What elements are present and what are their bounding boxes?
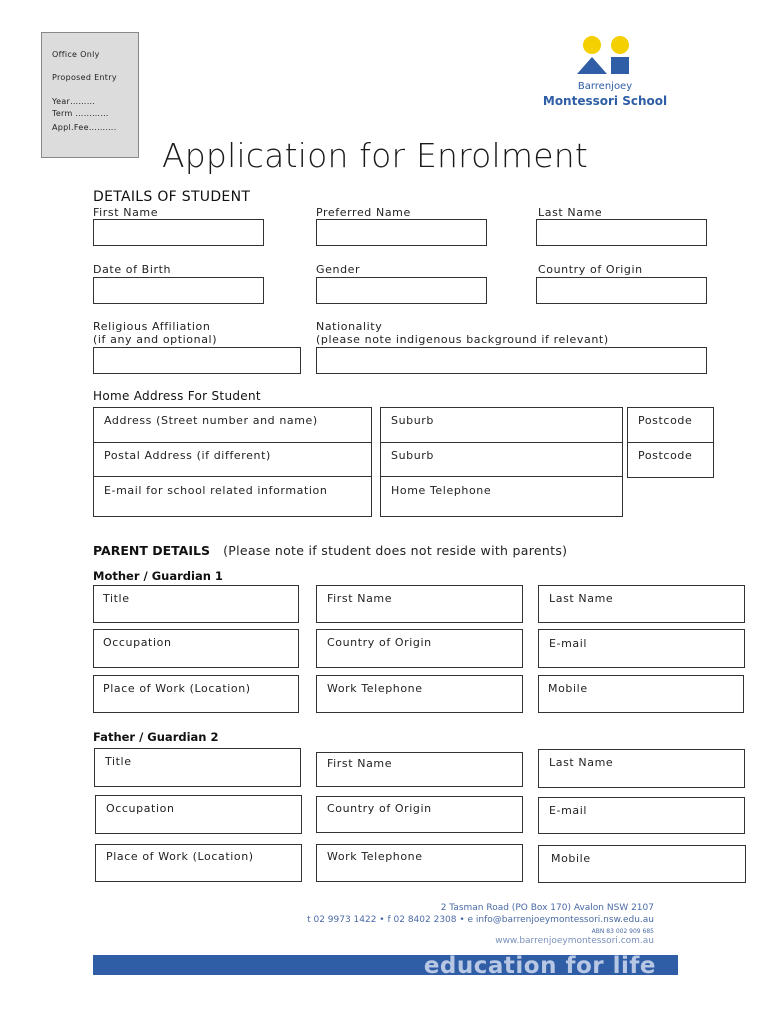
street-address-label: Address (Street number and name) [104,414,318,427]
mother-title-field[interactable] [93,585,299,623]
parent-details-heading [93,540,567,559]
postal-address-label: Postal Address (if different) [104,449,271,462]
mother-last-name-field[interactable] [538,585,745,623]
mother-email-field[interactable] [538,629,745,668]
logo-mark-icon [530,35,680,80]
preferred-name-label: Preferred Name [316,206,411,219]
proposed-entry-label: Proposed Entry [52,73,117,82]
parent-details-title: PARENT DETAILS [93,543,210,558]
father-work-tel-field[interactable] [316,844,523,882]
religion-sublabel: (if any and optional) [93,333,218,346]
postcode-field[interactable] [627,407,714,444]
logo-line1: Barrenjoey [577,81,633,92]
page-title: Application for Enrolment [162,136,589,175]
school-email-field[interactable] [93,476,372,517]
father-title-label: Title [105,755,132,768]
father-country-label: Country of Origin [327,802,432,815]
footer-website: www.barrenjoeymontessori.com.au [495,936,654,946]
mother-first-name-label: First Name [327,592,393,605]
appl-fee-label: Appl.Fee………. [52,123,117,132]
mother-country-field[interactable] [316,629,523,668]
postcode-label: Postcode [638,414,693,427]
father-occupation-label: Occupation [106,802,175,815]
father-workplace-label: Place of Work (Location) [106,850,254,863]
gender-label: Gender [316,263,361,276]
school-logo [530,35,680,115]
nationality-sublabel: (please note indigenous background if relevant) [316,333,609,346]
mother-heading: Mother / Guardian 1 [93,569,223,583]
footer-tagline: education for life [423,953,656,979]
father-last-name-label: Last Name [549,756,614,769]
street-address-field[interactable] [93,407,372,444]
student-last-name-field[interactable] [536,219,707,246]
mother-first-name-field[interactable] [316,585,523,623]
office-only-label: Office Only [52,50,100,59]
mother-email-label: E-mail [549,637,588,650]
home-telephone-label: Home Telephone [391,484,492,497]
first-name-label: First Name [93,206,159,219]
student-country-field[interactable] [536,277,707,304]
logo-line2: Montessori School [542,94,668,108]
postal-postcode-label: Postcode [638,449,693,462]
mother-mobile-label: Mobile [548,682,588,695]
footer-address: 2 Tasman Road (PO Box 170) Avalon NSW 2107 [440,903,654,913]
mother-workplace-label: Place of Work (Location) [103,682,251,695]
father-mobile-label: Mobile [551,852,591,865]
office-only-box [41,32,139,158]
father-title-field[interactable] [94,748,301,787]
father-email-field[interactable] [538,797,745,834]
student-country-label: Country of Origin [538,263,643,276]
father-heading: Father / Guardian 2 [93,730,219,744]
mother-country-label: Country of Origin [327,636,432,649]
student-section-heading: DETAILS OF STUDENT [93,189,251,205]
school-email-label: E-mail for school related information [104,484,328,497]
father-work-tel-label: Work Telephone [327,850,423,863]
gender-field[interactable] [316,277,487,304]
mother-last-name-label: Last Name [549,592,614,605]
mother-occupation-field[interactable] [93,629,299,668]
nationality-label: Nationality [316,320,383,333]
suburb-field[interactable] [380,407,623,444]
last-name-label: Last Name [538,206,603,219]
postal-suburb-label: Suburb [391,449,435,462]
mother-title-label: Title [103,592,130,605]
student-first-name-field[interactable] [93,219,264,246]
nationality-field[interactable] [316,347,707,374]
address-heading: Home Address For Student [93,389,261,403]
parent-details-note: (Please note if student does not reside with parents) [223,543,568,558]
postal-postcode-field[interactable] [627,442,714,478]
suburb-label: Suburb [391,414,435,427]
term-label: Term ………… [52,109,109,118]
postal-suburb-field[interactable] [380,442,623,478]
father-last-name-field[interactable] [538,749,745,788]
religion-field[interactable] [93,347,301,374]
mother-workplace-field[interactable] [93,675,299,713]
student-preferred-name-field[interactable] [316,219,487,246]
footer-contact: t 02 9973 1422 • f 02 8402 2308 • e info@barrenjoeymontessori.nsw.edu.au [307,915,654,925]
mother-mobile-field[interactable] [538,675,744,713]
mother-occupation-label: Occupation [103,636,172,649]
footer-abn: ABN 83 002 909 685 [591,928,654,935]
father-first-name-label: First Name [327,757,393,770]
father-occupation-field[interactable] [95,795,302,834]
mother-work-tel-field[interactable] [316,675,523,713]
father-mobile-field[interactable] [538,845,746,883]
dob-field[interactable] [93,277,264,304]
year-label: Year……… [52,97,96,106]
father-first-name-field[interactable] [316,752,523,787]
father-workplace-field[interactable] [95,844,302,882]
mother-work-tel-label: Work Telephone [327,682,423,695]
dob-label: Date of Birth [93,263,172,276]
home-telephone-field[interactable] [380,476,623,517]
father-country-field[interactable] [316,796,523,833]
father-email-label: E-mail [549,804,588,817]
postal-address-field[interactable] [93,442,372,478]
footer-banner [93,953,678,979]
religion-label: Religious Affiliation [93,320,211,333]
